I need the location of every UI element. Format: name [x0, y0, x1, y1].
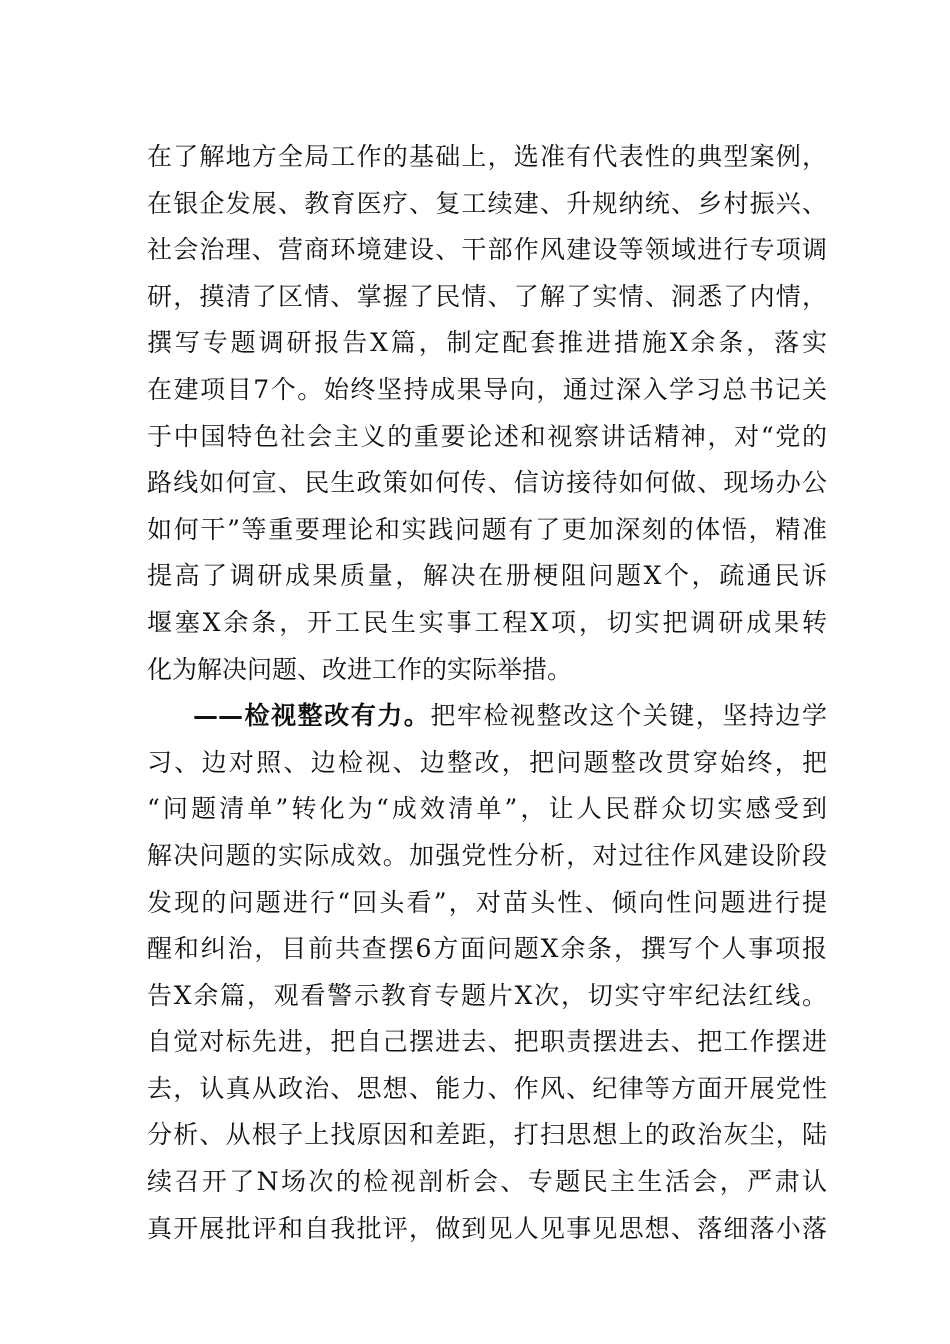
text-line: 去，认真从政治、思想、能力、作风、纪律等方面开展党性	[147, 1073, 827, 1103]
text-line: 堰塞X余条，开工民生实事工程X项，切实把调研成果转	[147, 607, 827, 637]
section-heading: ——检视整改有力。	[193, 701, 431, 731]
text-line: 自觉对标先进，把自己摆进去、把职责摆进去、把工作摆进	[147, 1027, 827, 1057]
section-first-line	[147, 693, 827, 740]
text-line: 醒和纠治，目前共查摆6方面问题X余条，撰写个人事项报	[147, 934, 827, 964]
text-line: 于中国特色社会主义的重要论述和视察讲话精神，对“党的	[147, 421, 827, 451]
text-line: 真开展批评和自我批评，做到见人见事见思想、落细落小落	[147, 1213, 827, 1243]
text-line: 续召开了N场次的检视剖析会、专题民主生活会，严肃认	[147, 1167, 827, 1197]
text-line: 告X余篇，观看警示教育专题片X次，切实守牢纪法红线。	[147, 980, 827, 1010]
text-line: 发现的问题进行“回头看”，对苗头性、倾向性问题进行提	[147, 887, 827, 917]
text-line: 研，摸清了区情、掌握了民情、了解了实情、洞悉了内情，	[147, 281, 827, 311]
text-line: 在了解地方全局工作的基础上，选准有代表性的典型案例，	[147, 142, 827, 171]
text-line: “问题清单”转化为“成效清单”，让人民群众切实感受到	[147, 794, 827, 824]
text-line: 分析、从根子上找原因和差距，打扫思想上的政治灰尘，陆	[147, 1120, 827, 1150]
section-first-line-text: 把牢检视整改这个关键，坚持边学	[430, 701, 827, 731]
text-line: 社会治理、营商环境建设、干部作风建设等领域进行专项调	[147, 235, 827, 265]
text-line: 如何干”等重要理论和实践问题有了更加深刻的体悟，精准	[147, 514, 827, 544]
text-line: 撰写专题调研报告X篇，制定配套推进措施X余条，落实	[147, 328, 827, 358]
text-line: 路线如何宣、民生政策如何传、信访接待如何做、现场办公	[147, 468, 827, 498]
text-line: 化为解决问题、改进工作的实际举措。	[147, 654, 573, 684]
text-line: 提高了调研成果质量，解决在册梗阻问题X个，疏通民诉	[147, 561, 827, 591]
text-line: 习、边对照、边检视、边整改，把问题整改贯穿始终，把	[147, 747, 827, 777]
body-text	[147, 134, 827, 1252]
text-line: 解决问题的实际成效。加强党性分析，对过往作风建设阶段	[147, 840, 827, 870]
text-line: 在银企发展、教育医疗、复工续建、升规纳统、乡村振兴、	[147, 188, 827, 218]
text-line: 在建项目7个。始终坚持成果导向，通过深入学习总书记关	[147, 374, 827, 404]
